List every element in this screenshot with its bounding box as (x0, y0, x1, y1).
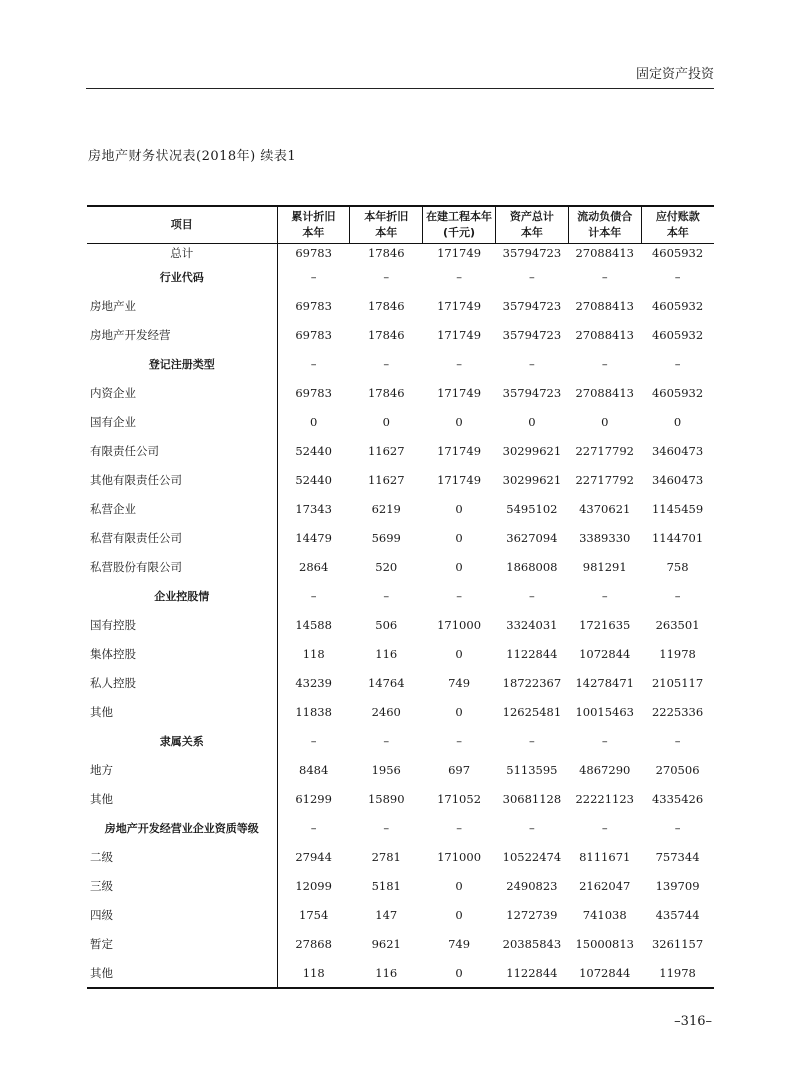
row-label: 国有企业 (87, 407, 277, 436)
row-label: 私人控股 (87, 668, 277, 697)
table-cell: 12099 (295, 878, 332, 893)
table-cell: 2162047 (579, 878, 631, 893)
table-cell: 981291 (582, 559, 627, 574)
row-label: 企业控股情 (87, 581, 277, 610)
table-title: 房地产财务状况表(2018年) 续表1 (88, 149, 297, 164)
table-cell: 3627094 (506, 530, 558, 545)
table-row (87, 552, 714, 581)
table-cell: 139709 (655, 878, 700, 893)
table-cell: – (383, 356, 390, 371)
table-cell: 17846 (367, 327, 405, 342)
table-row (87, 244, 714, 263)
table-cell: 11838 (295, 704, 332, 719)
row-label: 登记注册类型 (87, 349, 277, 378)
table-cell: 27944 (295, 849, 332, 864)
table-cell: 171749 (437, 246, 482, 260)
table-cell: – (456, 820, 462, 835)
table-cell: 2225336 (651, 704, 704, 719)
table-cell: 171749 (437, 327, 482, 342)
table-cell: – (456, 733, 462, 748)
table-cell: 506 (375, 617, 398, 632)
row-label: 国有控股 (87, 610, 277, 639)
table-cell: 520 (375, 559, 398, 574)
page-number: –316– (674, 1014, 712, 1029)
table-cell: 35794723 (502, 246, 562, 260)
row-label: 内资企业 (87, 378, 277, 407)
table-cell: 0 (455, 501, 463, 516)
table-row (87, 929, 714, 958)
table-cell: 1721635 (579, 617, 631, 632)
table-cell: 116 (375, 646, 398, 661)
table-row (87, 784, 714, 813)
table-cell: 27868 (295, 936, 332, 951)
table-cell: 4605932 (651, 385, 704, 400)
table-row (87, 349, 714, 378)
table-cell: 4605932 (651, 327, 704, 342)
table-cell: 8484 (299, 762, 329, 777)
table-row (87, 494, 714, 523)
table-cell: 35794723 (502, 298, 562, 313)
table-cell: 4335426 (651, 791, 704, 806)
table-cell: 5181 (371, 878, 401, 893)
table-cell: 69783 (295, 327, 332, 342)
table-cell: – (383, 820, 390, 835)
table-cell: 14588 (295, 617, 332, 632)
table-cell: 69783 (295, 298, 332, 313)
table-cell: 171000 (437, 849, 482, 864)
table-cell: – (310, 820, 317, 835)
table-cell: 757344 (655, 849, 700, 864)
table-cell: 17846 (367, 246, 405, 260)
table-cell: 3261157 (651, 936, 704, 951)
table-cell: 8111671 (579, 849, 631, 864)
table-row (87, 523, 714, 552)
table-cell: 12625481 (502, 704, 562, 719)
table-cell: 1956 (371, 762, 401, 777)
table-cell: 10015463 (575, 704, 634, 719)
column-header: 流动负债合 计本年 (568, 206, 641, 244)
table-cell: – (456, 356, 462, 371)
row-label: 房地产业 (87, 291, 277, 320)
table-cell: 5495102 (506, 501, 558, 516)
table-cell: – (674, 588, 681, 603)
table-cell: 3389330 (579, 530, 631, 545)
table-cell: 0 (455, 530, 463, 545)
table-row (87, 610, 714, 639)
row-label: 有限责任公司 (87, 436, 277, 465)
section-header: 固定资产投资 (635, 67, 714, 82)
table-cell: 171749 (437, 472, 482, 487)
table-cell: 0 (455, 907, 463, 922)
table-cell: – (456, 269, 462, 284)
table-cell: 171749 (437, 385, 482, 400)
table-cell: – (674, 269, 681, 284)
row-label: 其他有限责任公司 (87, 465, 277, 494)
table-cell: 1868008 (506, 559, 558, 574)
row-label: 其他 (87, 958, 277, 988)
table-cell: – (674, 820, 681, 835)
table-cell: 1072844 (579, 646, 631, 661)
table-cell: 0 (673, 414, 682, 429)
table-cell: – (674, 356, 681, 371)
table-cell: 5699 (371, 530, 401, 545)
table-cell: 1754 (299, 907, 329, 922)
table-cell: – (529, 588, 535, 603)
table-cell: – (383, 588, 390, 603)
table-cell: 27088413 (575, 385, 634, 400)
table-cell: 171052 (437, 791, 482, 806)
row-label: 总计 (87, 244, 277, 263)
table-cell: 30299621 (502, 443, 562, 458)
table-cell: – (601, 820, 608, 835)
table-cell: 22717792 (575, 472, 634, 487)
table-row (87, 320, 714, 349)
table-cell: – (529, 733, 535, 748)
row-label: 私营股份有限公司 (87, 552, 277, 581)
table-cell: 69783 (295, 385, 332, 400)
table-cell: 11627 (367, 443, 405, 458)
table-cell: 2460 (371, 704, 401, 719)
table-cell: 741038 (582, 907, 627, 922)
table-cell: 758 (666, 559, 689, 574)
table-header-row (87, 206, 714, 244)
column-header: 本年折旧 本年 (350, 206, 423, 244)
table-row (87, 436, 714, 465)
table-cell: – (310, 733, 317, 748)
table-cell: – (601, 733, 608, 748)
table-cell: – (601, 588, 608, 603)
table-cell: 22221123 (575, 791, 634, 806)
table-cell: 43239 (295, 675, 332, 690)
table-row (87, 668, 714, 697)
table-cell: 2781 (371, 849, 401, 864)
table-row (87, 755, 714, 784)
table-row (87, 262, 714, 291)
table-cell: 749 (448, 675, 471, 690)
table-cell: 14278471 (575, 675, 634, 690)
table-cell: – (529, 269, 535, 284)
table-cell: 116 (350, 958, 423, 988)
table-cell: 171749 (437, 443, 482, 458)
row-label: 其他 (87, 697, 277, 726)
table-cell: 0 (310, 414, 318, 429)
table-cell: 0 (455, 704, 463, 719)
table-row (87, 871, 714, 900)
table-cell: 18722367 (502, 675, 562, 690)
table-row (87, 291, 714, 320)
table-cell: – (383, 269, 390, 284)
column-header: 累计折旧 本年 (277, 206, 350, 244)
table-cell: 171000 (437, 617, 482, 632)
table-cell: 3460473 (651, 443, 704, 458)
table-cell: 10522474 (502, 849, 562, 864)
table-cell: 147 (375, 907, 398, 922)
table-cell: 0 (455, 559, 463, 574)
table-cell: – (674, 733, 681, 748)
table-cell: 27088413 (575, 246, 634, 260)
table-cell: 118 (277, 958, 350, 988)
table-cell: – (529, 356, 535, 371)
table-row (87, 465, 714, 494)
table-cell: 11978 (641, 958, 714, 988)
table-cell: – (529, 820, 535, 835)
table-cell: 270506 (655, 762, 700, 777)
table-cell: 30299621 (502, 472, 562, 487)
table-cell: 263501 (655, 617, 700, 632)
header-rule (86, 88, 714, 89)
table-cell: 1072844 (568, 958, 641, 988)
table-cell: 52440 (295, 443, 332, 458)
table-cell: 697 (448, 762, 471, 777)
table-row (87, 407, 714, 436)
table-cell: 17846 (367, 298, 405, 313)
table-cell: 2105117 (651, 675, 704, 690)
row-label: 三级 (87, 871, 277, 900)
table-cell: – (310, 588, 317, 603)
table-cell: 171749 (437, 298, 482, 313)
table-cell: – (310, 269, 317, 284)
row-label: 四级 (87, 900, 277, 929)
table-cell: 27088413 (575, 298, 634, 313)
table-cell: 11627 (367, 472, 405, 487)
table-cell: – (456, 588, 462, 603)
table-cell: 0 (455, 878, 463, 893)
table-cell: 0 (382, 414, 390, 429)
table-cell: 0 (528, 414, 536, 429)
table-cell: 0 (423, 958, 496, 988)
table-cell: 3324031 (506, 617, 558, 632)
row-label: 行业代码 (87, 262, 277, 291)
table-cell: 2490823 (506, 878, 558, 893)
table-cell: 1272739 (506, 907, 558, 922)
table-cell: 35794723 (502, 327, 562, 342)
table-cell: 52440 (295, 472, 332, 487)
table-row (87, 900, 714, 929)
table-row (87, 958, 714, 988)
row-label: 房地产开发经营业企业资质等级 (87, 813, 277, 842)
table-cell: 22717792 (575, 443, 634, 458)
table-cell: 20385843 (502, 936, 562, 951)
table-cell: 1144701 (651, 530, 704, 545)
table-cell: 0 (455, 414, 463, 429)
table-cell: 17846 (367, 385, 405, 400)
table-row (87, 639, 714, 668)
row-label: 地方 (87, 755, 277, 784)
finance-table (87, 205, 714, 989)
table-cell: 15890 (367, 791, 405, 806)
table-cell: 749 (448, 936, 471, 951)
table-cell: 118 (302, 646, 325, 661)
column-header: 资产总计 本年 (495, 206, 568, 244)
table-cell: 4867290 (579, 762, 631, 777)
table-cell: 61299 (295, 791, 332, 806)
row-label: 私营有限责任公司 (87, 523, 277, 552)
table-cell: 1145459 (651, 501, 704, 516)
table-cell: 14764 (367, 675, 405, 690)
table-cell: 0 (455, 646, 463, 661)
row-label: 二级 (87, 842, 277, 871)
table-row (87, 813, 714, 842)
table-cell: – (601, 269, 608, 284)
table-cell: 27088413 (575, 327, 634, 342)
table-cell: – (601, 356, 608, 371)
table-cell: 69783 (295, 246, 332, 260)
row-label: 隶属关系 (87, 726, 277, 755)
table-cell: 17343 (295, 501, 332, 516)
table-row (87, 378, 714, 407)
row-label: 集体控股 (87, 639, 277, 668)
table-cell: 2864 (299, 559, 329, 574)
table-cell: 15000813 (575, 936, 634, 951)
table-cell: 4605932 (651, 298, 704, 313)
row-label: 暂定 (87, 929, 277, 958)
table-cell: 4605932 (651, 246, 704, 260)
table-cell: 30681128 (502, 791, 562, 806)
table-cell: 35794723 (502, 385, 562, 400)
table-cell: – (383, 733, 390, 748)
table-cell: 0 (601, 414, 609, 429)
table-cell: – (310, 356, 317, 371)
column-header: 项目 (87, 206, 277, 244)
table-row (87, 726, 714, 755)
table-cell: 1122844 (506, 646, 558, 661)
table-cell: 1122844 (495, 958, 568, 988)
row-label: 其他 (87, 784, 277, 813)
table-cell: 5113595 (506, 762, 558, 777)
table-cell: 14479 (295, 530, 332, 545)
table-cell: 6219 (371, 501, 401, 516)
table-cell: 435744 (655, 907, 700, 922)
table-cell: 9621 (371, 936, 401, 951)
column-header: 应付账款 本年 (641, 206, 714, 244)
row-label: 私营企业 (87, 494, 277, 523)
table-cell: 11978 (659, 646, 696, 661)
table-row (87, 842, 714, 871)
table-row (87, 581, 714, 610)
table-row (87, 697, 714, 726)
table-cell: 3460473 (651, 472, 704, 487)
row-label: 房地产开发经营 (87, 320, 277, 349)
column-header: 在建工程本年 (千元) (423, 206, 496, 244)
table-cell: 4370621 (579, 501, 631, 516)
